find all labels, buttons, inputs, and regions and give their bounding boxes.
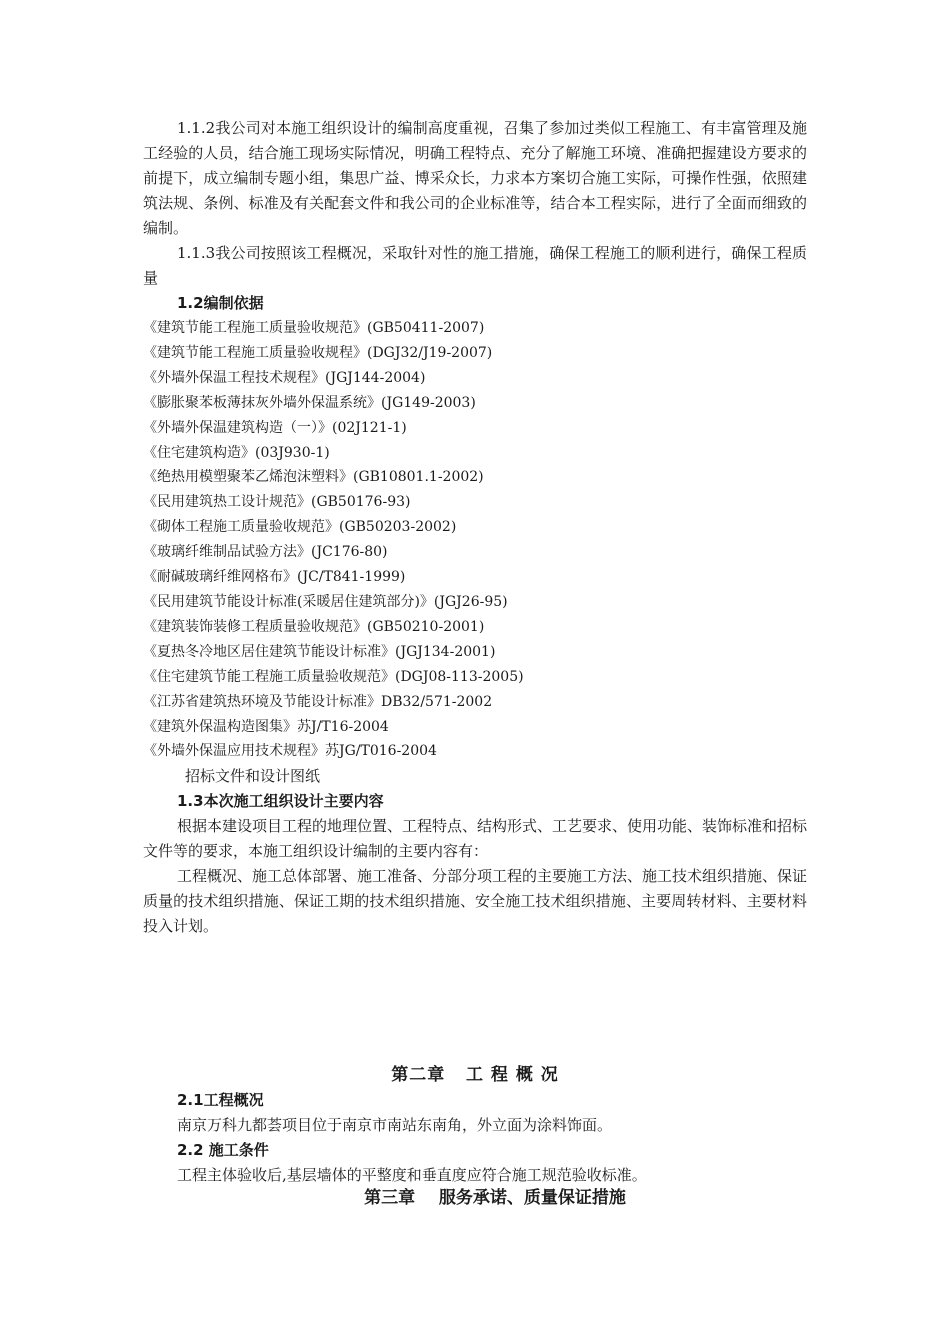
reference-item: 《外墙外保温应用技术规程》苏JG/T016-2004: [143, 743, 437, 760]
reference-item: 《耐碱玻璃纤维网格布》(JC/T841-1999): [143, 569, 406, 586]
chapter-2-content: [143, 1088, 807, 1188]
reference-item: 《砌体工程施工质量验收规范》(GB50203-2002): [143, 519, 457, 536]
reference-item: 《外墙外保温工程技术规程》(JGJ144-2004): [143, 369, 426, 386]
reference-item: 《建筑节能工程施工质量验收规程》(DGJ32/J19-2007): [143, 344, 493, 361]
reference-item-tender-docs: 招标文件和设计图纸: [185, 767, 321, 786]
reference-item: 《江苏省建筑热环境及节能设计标准》DB32/571-2002: [143, 693, 493, 710]
reference-item: 《夏热冬冷地区居住建筑节能设计标准》(JGJ134-2001): [143, 643, 496, 660]
reference-item: 《建筑节能工程施工质量验收规范》(GB50411-2007): [143, 320, 485, 336]
paragraph-2-1: 南京万科九都荟项目位于南京市南站东南角，外立面为涂料饰面。: [177, 1116, 613, 1134]
heading-1-3: 1.3本次施工组织设计主要内容: [177, 792, 384, 811]
paragraph-1-3-contents: 工程概况、施工总体部署、施工准备、分部分项工程的主要施工方法、施工技术组织措施、保证质量的技术组织措施、保证工期的技术组织措施、安全施工技术组织措施、主要周转材料、主要材料投入计划。: [143, 867, 808, 936]
reference-item: 《住宅建筑节能工程施工质量验收规范》(DGJ08-113-2005): [143, 668, 524, 685]
reference-item: 《民用建筑热工设计规范》(GB50176-93): [143, 494, 411, 511]
reference-item: 《绝热用模塑聚苯乙烯泡沫塑料》(GB10801.1-2002): [143, 469, 484, 486]
chapter-3-title: 第三章 服务承诺、质量保证措施: [364, 1188, 626, 1208]
reference-item: 《住宅建筑构造》(03J930-1): [143, 444, 330, 461]
paragraph-1-3-intro: 根据本建设项目工程的地理位置、工程特点、结构形式、工艺要求、使用功能、装饰标准和招标文件等的要求，本施工组织设计编制的主要内容有：: [143, 817, 808, 861]
paragraph-1-1-3: 1.1.3我公司按照该工程概况，采取针对性的施工措施，确保工程施工的顺利进行，确保工程质量: [143, 244, 807, 287]
reference-item: 《膨胀聚苯板薄抹灰外墙外保温系统》(JG149-2003): [143, 394, 476, 411]
heading-2-1: 2.1工程概况: [177, 1091, 264, 1109]
paragraph-1-1-2: 1.1.2我公司对本施工组织设计的编制高度重视，召集了参加过类似工程施工、有丰富管理及施工经验的人员，结合施工现场实际情况，明确工程特点、充分了解施工环境、准确把握建设方要求的前提下，成立编制专题小组，集思广益、博采众长，力求本方案切合施工实际，可操作性强，依照建筑法规、条例、标准及有关配套文件和我公司的企业标准等，结合本工程实际，进行了全面而细致的编制。: [143, 119, 807, 237]
reference-item: 《建筑外保温构造图集》苏J/T16-2004: [143, 718, 389, 735]
chapter-2-title: 第二章 工 程 概 况: [391, 1065, 559, 1085]
reference-item: 《建筑装饰装修工程质量验收规范》(GB50210-2001): [143, 618, 485, 635]
reference-list: [143, 316, 807, 789]
heading-2-2: 2.2 施工条件: [177, 1141, 269, 1159]
reference-item: 《民用建筑节能设计标准(采暖居住建筑部分)》(JGJ26-95): [143, 593, 508, 610]
section-1-content: [143, 116, 807, 939]
paragraph-2-2: 工程主体验收后,基层墙体的平整度和垂直度应符合施工规范验收标准。: [177, 1166, 647, 1184]
heading-1-2: 1.2编制依据: [177, 294, 264, 312]
reference-item: 《外墙外保温建筑构造（一）》(02J121-1): [143, 419, 407, 436]
reference-item: 《玻璃纤维制品试验方法》(JC176-80): [143, 544, 388, 561]
